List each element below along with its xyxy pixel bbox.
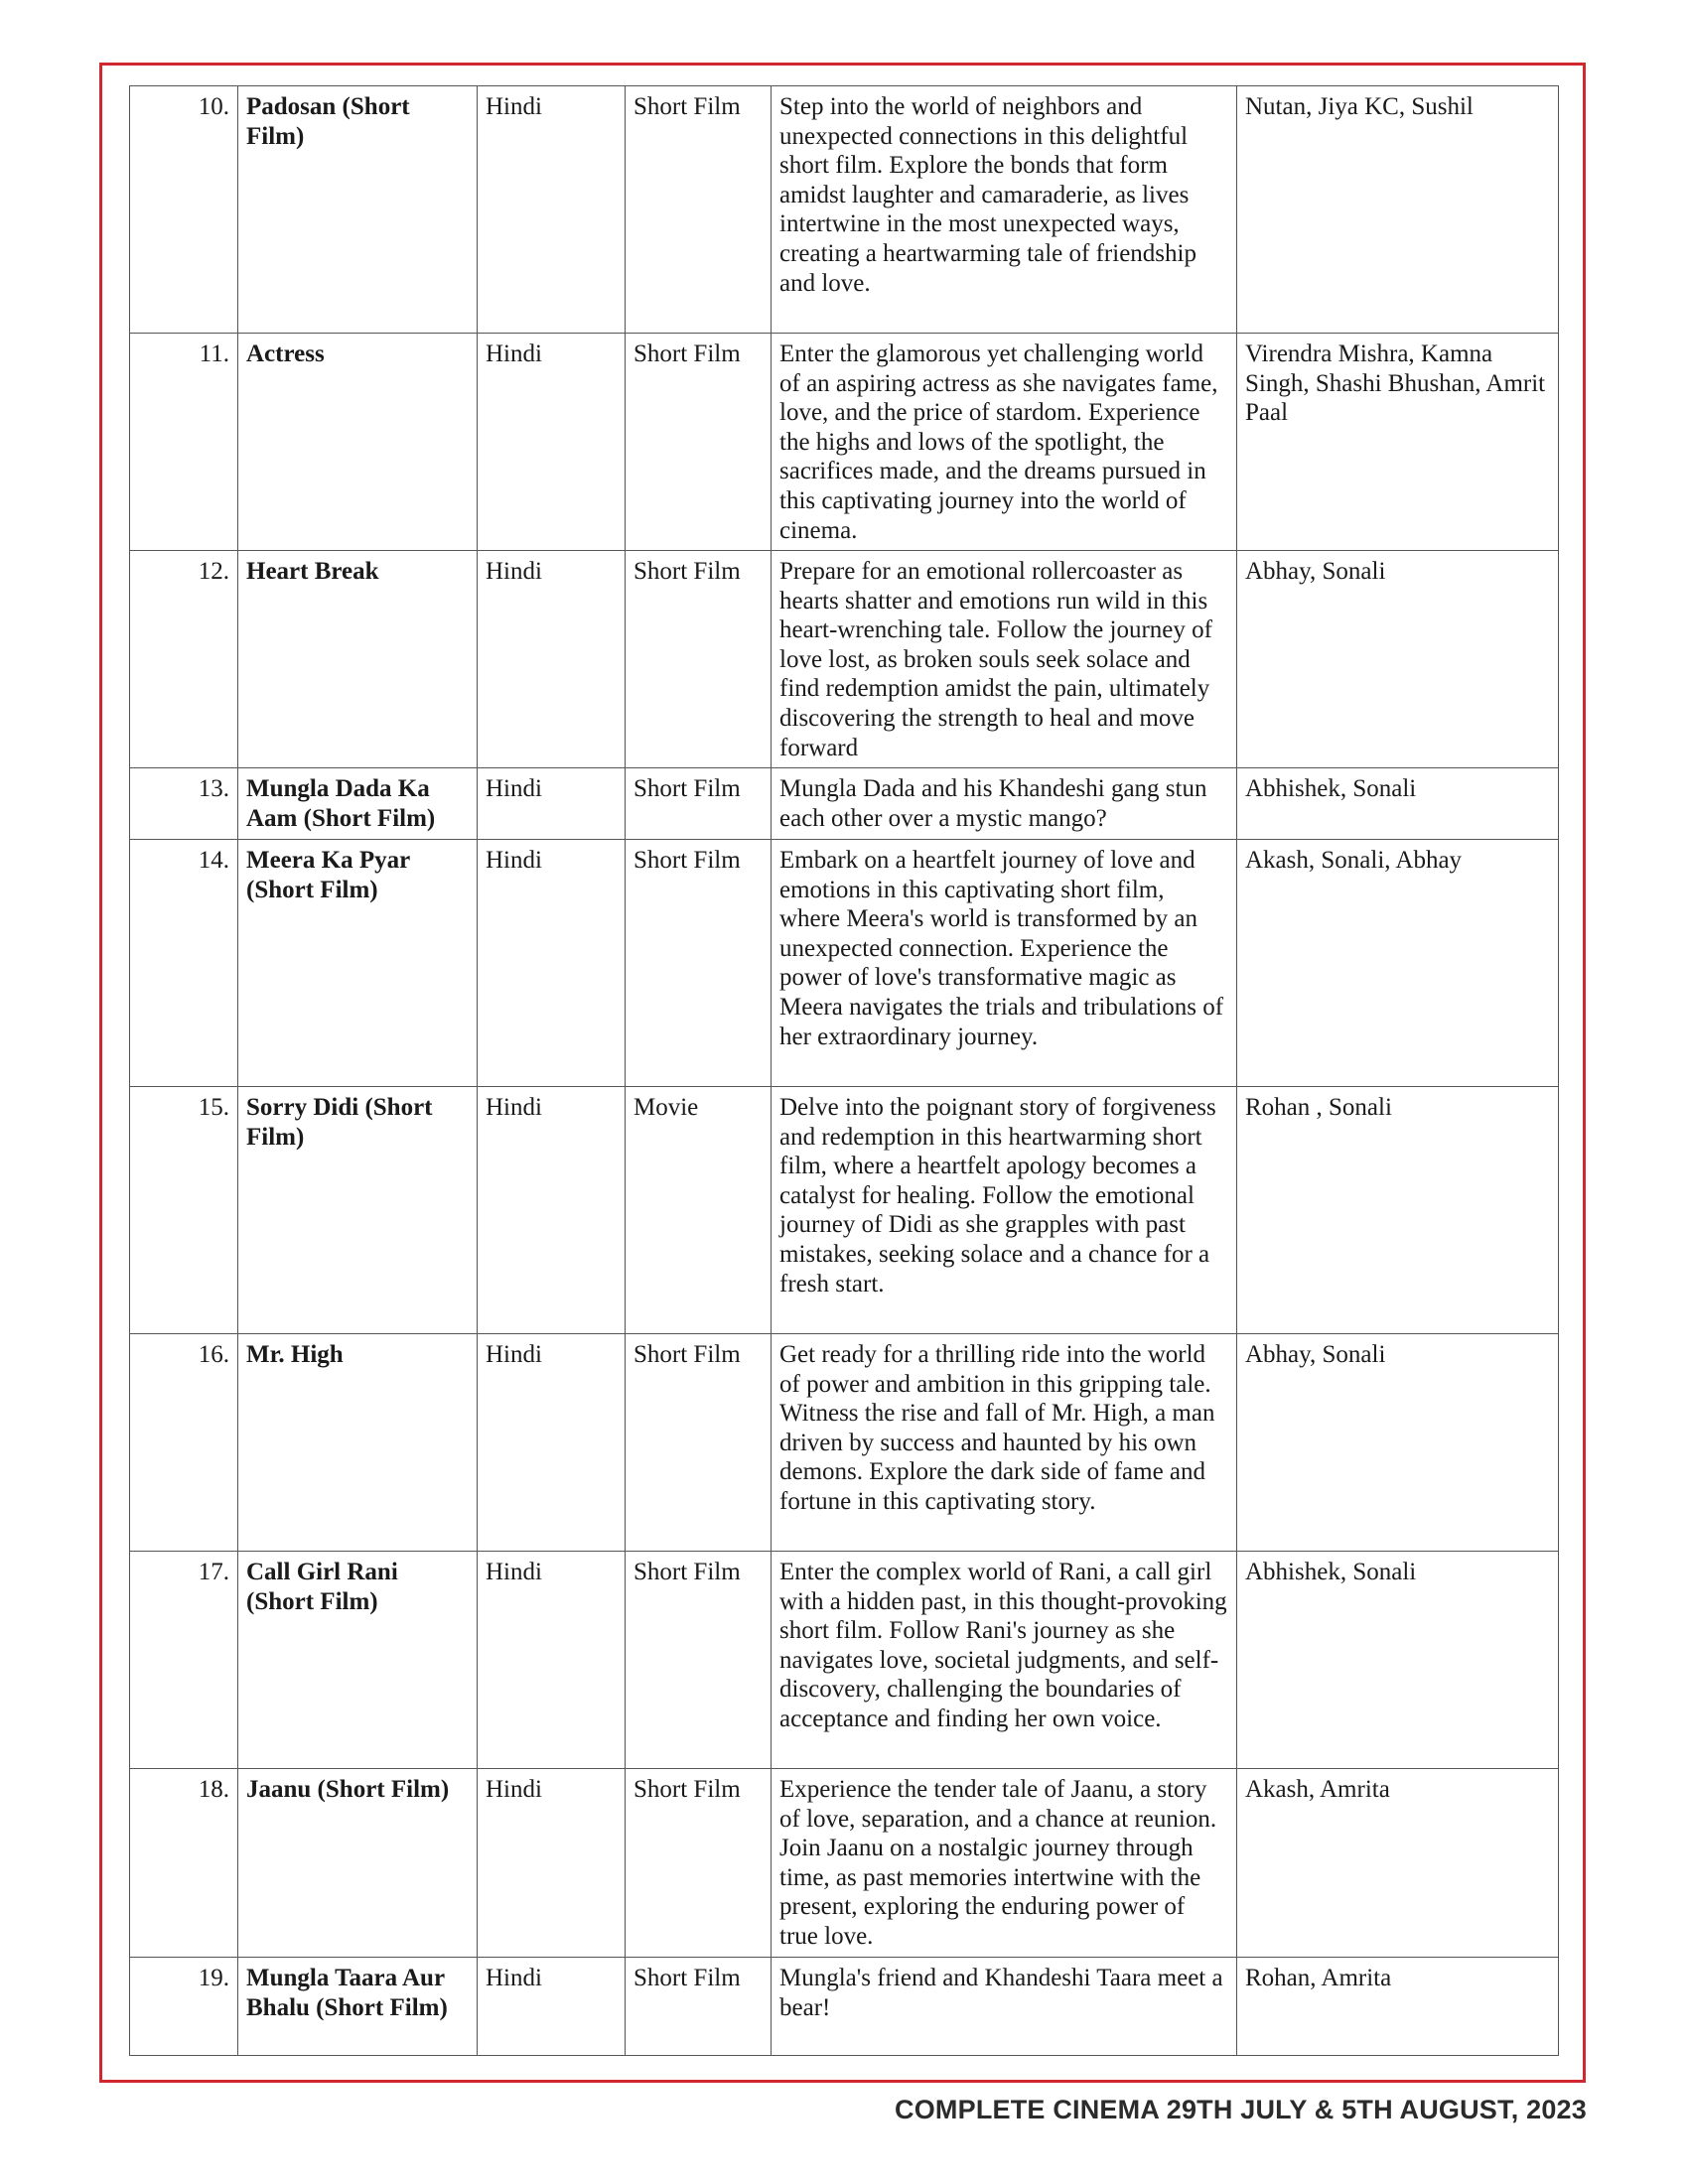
film-title: Mungla Dada Ka Aam (Short Film) bbox=[238, 768, 478, 840]
film-type: Short Film bbox=[626, 1334, 772, 1552]
table-row bbox=[130, 1769, 1559, 1958]
film-type: Short Film bbox=[626, 334, 772, 551]
film-cast: Abhishek, Sonali bbox=[1237, 1552, 1559, 1769]
film-description: Get ready for a thrilling ride into the world of power and ambition in this gripping tale. Witness the rise and fall of Mr. High, a man driven by success and haunted by his own demons. Explore the dark side of fame and fortune in this captivating story. bbox=[772, 1334, 1237, 1552]
film-description: Step into the world of neighbors and unexpected connections in this delightful short film. Explore the bonds that form amidst laughter and camaraderie, as lives intertwine in the most unexpected ways, creating a heartwarming tale of friendship and love. bbox=[772, 86, 1237, 334]
table-row bbox=[130, 1087, 1559, 1334]
film-description: Mungla's friend and Khandeshi Taara meet a bear! bbox=[772, 1958, 1237, 2056]
film-title: Heart Break bbox=[238, 551, 478, 768]
table-row bbox=[130, 768, 1559, 840]
film-cast: Akash, Sonali, Abhay bbox=[1237, 840, 1559, 1087]
film-language: Hindi bbox=[478, 1958, 626, 2056]
film-title: Actress bbox=[238, 334, 478, 551]
film-cast: Rohan , Sonali bbox=[1237, 1087, 1559, 1334]
film-list-table bbox=[129, 85, 1559, 2056]
film-cast: Abhay, Sonali bbox=[1237, 551, 1559, 768]
film-title: Call Girl Rani (Short Film) bbox=[238, 1552, 478, 1769]
film-cast: Akash, Amrita bbox=[1237, 1769, 1559, 1958]
film-language: Hindi bbox=[478, 1334, 626, 1552]
film-type: Short Film bbox=[626, 1769, 772, 1958]
film-type: Short Film bbox=[626, 1958, 772, 2056]
row-number: 13. bbox=[130, 768, 238, 840]
table-row bbox=[130, 1334, 1559, 1552]
film-type: Short Film bbox=[626, 840, 772, 1087]
row-number: 16. bbox=[130, 1334, 238, 1552]
film-type: Movie bbox=[626, 1087, 772, 1334]
table-row bbox=[130, 840, 1559, 1087]
film-description: Enter the complex world of Rani, a call girl with a hidden past, in this thought-provoking short film. Follow Rani's journey as she navigates love, societal judgments, and self-discovery, challenging the boundaries of acceptance and finding her own voice. bbox=[772, 1552, 1237, 1769]
film-type: Short Film bbox=[626, 768, 772, 840]
film-language: Hindi bbox=[478, 86, 626, 334]
film-cast: Rohan, Amrita bbox=[1237, 1958, 1559, 2056]
film-title: Meera Ka Pyar (Short Film) bbox=[238, 840, 478, 1087]
film-language: Hindi bbox=[478, 1087, 626, 1334]
film-list-body bbox=[130, 86, 1559, 2056]
row-number: 14. bbox=[130, 840, 238, 1087]
film-title: Jaanu (Short Film) bbox=[238, 1769, 478, 1958]
film-title: Sorry Didi (Short Film) bbox=[238, 1087, 478, 1334]
row-number: 10. bbox=[130, 86, 238, 334]
film-language: Hindi bbox=[478, 1552, 626, 1769]
film-cast: Abhishek, Sonali bbox=[1237, 768, 1559, 840]
film-cast: Nutan, Jiya KC, Sushil bbox=[1237, 86, 1559, 334]
film-type: Short Film bbox=[626, 86, 772, 334]
film-description: Embark on a heartfelt journey of love and emotions in this captivating short film, where Meera's world is transformed by an unexpected connection. Experience the power of love's transformative magic as Meera navigates the trials and tribulations of her extraordinary journey. bbox=[772, 840, 1237, 1087]
row-number: 18. bbox=[130, 1769, 238, 1958]
film-title: Mr. High bbox=[238, 1334, 478, 1552]
table-row bbox=[130, 551, 1559, 768]
table-row bbox=[130, 1958, 1559, 2056]
table-row bbox=[130, 334, 1559, 551]
film-description: Delve into the poignant story of forgiveness and redemption in this heartwarming short film, where a heartfelt apology becomes a catalyst for healing. Follow the emotional journey of Didi as she grapples with past mistakes, seeking solace and a chance for a fresh start. bbox=[772, 1087, 1237, 1334]
film-language: Hindi bbox=[478, 551, 626, 768]
row-number: 12. bbox=[130, 551, 238, 768]
film-description: Mungla Dada and his Khandeshi gang stun each other over a mystic mango? bbox=[772, 768, 1237, 840]
film-type: Short Film bbox=[626, 1552, 772, 1769]
film-language: Hindi bbox=[478, 840, 626, 1087]
table-row bbox=[130, 1552, 1559, 1769]
film-cast: Virendra Mishra, Kamna Singh, Shashi Bhushan, Amrit Paal bbox=[1237, 334, 1559, 551]
film-type: Short Film bbox=[626, 551, 772, 768]
film-language: Hindi bbox=[478, 1769, 626, 1958]
film-language: Hindi bbox=[478, 334, 626, 551]
footer-publication-line: COMPLETE CINEMA 29TH JULY & 5TH AUGUST, 2023 bbox=[895, 2095, 1587, 2124]
film-language: Hindi bbox=[478, 768, 626, 840]
film-description: Enter the glamorous yet challenging world of an aspiring actress as she navigates fame, love, and the price of stardom. Experience the highs and lows of the spotlight, the sacrifices made, and the dreams pursued in this captivating journey into the world of cinema. bbox=[772, 334, 1237, 551]
row-number: 15. bbox=[130, 1087, 238, 1334]
film-cast: Abhay, Sonali bbox=[1237, 1334, 1559, 1552]
table-row bbox=[130, 86, 1559, 334]
film-description: Prepare for an emotional rollercoaster as hearts shatter and emotions run wild in this heart-wrenching tale. Follow the journey of love lost, as broken souls seek solace and find redemption amidst the pain, ultimately discovering the strength to heal and move forward bbox=[772, 551, 1237, 768]
film-title: Padosan (Short Film) bbox=[238, 86, 478, 334]
row-number: 19. bbox=[130, 1958, 238, 2056]
row-number: 17. bbox=[130, 1552, 238, 1769]
row-number: 11. bbox=[130, 334, 238, 551]
film-description: Experience the tender tale of Jaanu, a story of love, separation, and a chance at reunion. Join Jaanu on a nostalgic journey through time, as past memories intertwine with the present, exploring the enduring power of true love. bbox=[772, 1769, 1237, 1958]
film-title: Mungla Taara Aur Bhalu (Short Film) bbox=[238, 1958, 478, 2056]
